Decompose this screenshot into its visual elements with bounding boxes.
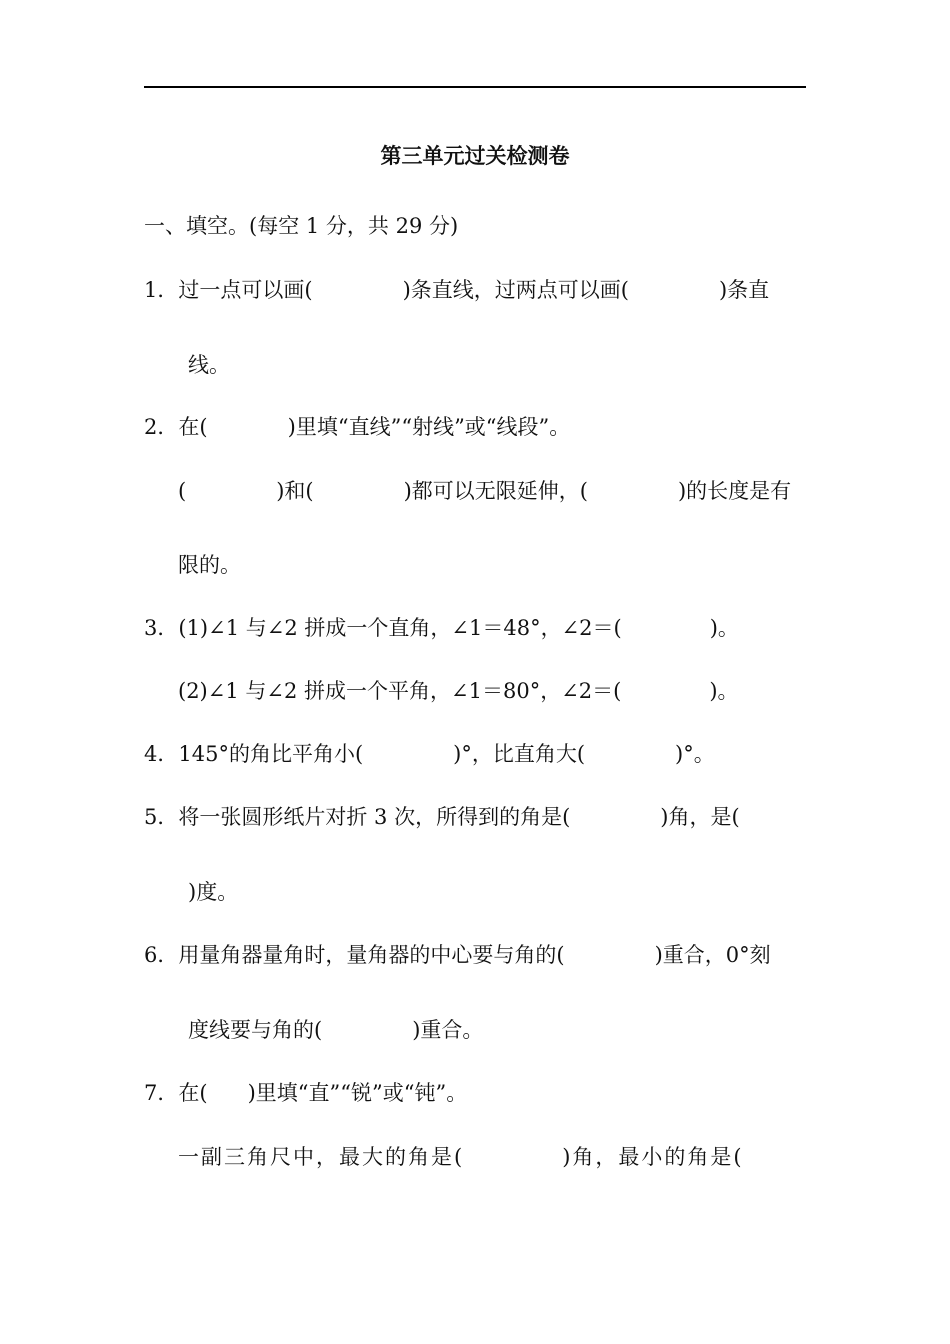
question-number: 2．: [144, 415, 179, 439]
question-1-line-2: 线。: [188, 353, 230, 377]
question-text: 度线要与角的(: [188, 1018, 323, 1042]
question-text: (: [178, 479, 187, 503]
question-text: 在( )里填“直线”“射线”或“线段”。: [178, 415, 571, 439]
question-text: )。: [709, 679, 739, 703]
question-number: 1．: [144, 278, 179, 302]
question-text: )条直线，过两点可以画(: [402, 278, 629, 302]
question-6-line-1: [144, 941, 771, 969]
question-text: (2)∠1 与∠2 拼成一个平角，∠1＝80°，∠2＝(: [178, 679, 622, 703]
section-heading: 一、填空。(每空 1 分，共 29 分): [144, 214, 459, 238]
question-5-line-2: )度。: [188, 880, 239, 904]
question-6-line-2: [188, 1016, 483, 1044]
question-text: )的长度是有: [677, 479, 792, 503]
question-text: 将一张圆形纸片对折 3 次，所得到的角是(: [178, 805, 571, 829]
question-text: 用量角器量角时，量角器的中心要与角的(: [178, 943, 565, 967]
question-text: 一副三角尺中，最大的角是(: [178, 1145, 465, 1169]
question-number: 4．: [144, 742, 179, 766]
question-2-line-1: [144, 413, 570, 441]
question-text: )角，是(: [660, 805, 740, 829]
question-2-line-3: 限的。: [178, 553, 241, 577]
question-text: )和(: [276, 479, 314, 503]
question-text: )重合，0°刻: [654, 943, 771, 967]
question-text: 在( )里填“直”“锐”或“钝”。: [178, 1081, 468, 1105]
question-text: )重合。: [412, 1018, 484, 1042]
question-text: )°。: [675, 742, 715, 766]
page-title: 第三单元过关检测卷: [380, 144, 570, 168]
question-text: )角，最小的角是(: [562, 1145, 744, 1169]
question-number: 6．: [144, 943, 179, 967]
question-number: 5．: [144, 805, 179, 829]
question-text: )条直: [718, 278, 770, 302]
question-4: [144, 740, 715, 768]
question-number: 3．: [144, 616, 179, 640]
question-text: )°，比直角大(: [453, 742, 586, 766]
question-7-line-1: [144, 1079, 467, 1107]
question-3-part-2: [178, 677, 739, 705]
question-text: (1)∠1 与∠2 拼成一个直角，∠1＝48°，∠2＝(: [178, 616, 622, 640]
question-5-line-1: [144, 803, 740, 831]
question-text: 145°的角比平角小(: [178, 742, 364, 766]
question-number: 7．: [144, 1081, 179, 1105]
header-rule: [144, 86, 806, 88]
question-text: 过一点可以画(: [178, 278, 313, 302]
question-3-part-1: [144, 614, 739, 642]
question-text: )。: [709, 616, 739, 640]
question-2-line-2: [178, 477, 791, 505]
question-7-line-2: [178, 1143, 744, 1171]
question-text: )都可以无限延伸，(: [403, 479, 588, 503]
question-1-line-1: [144, 276, 806, 304]
